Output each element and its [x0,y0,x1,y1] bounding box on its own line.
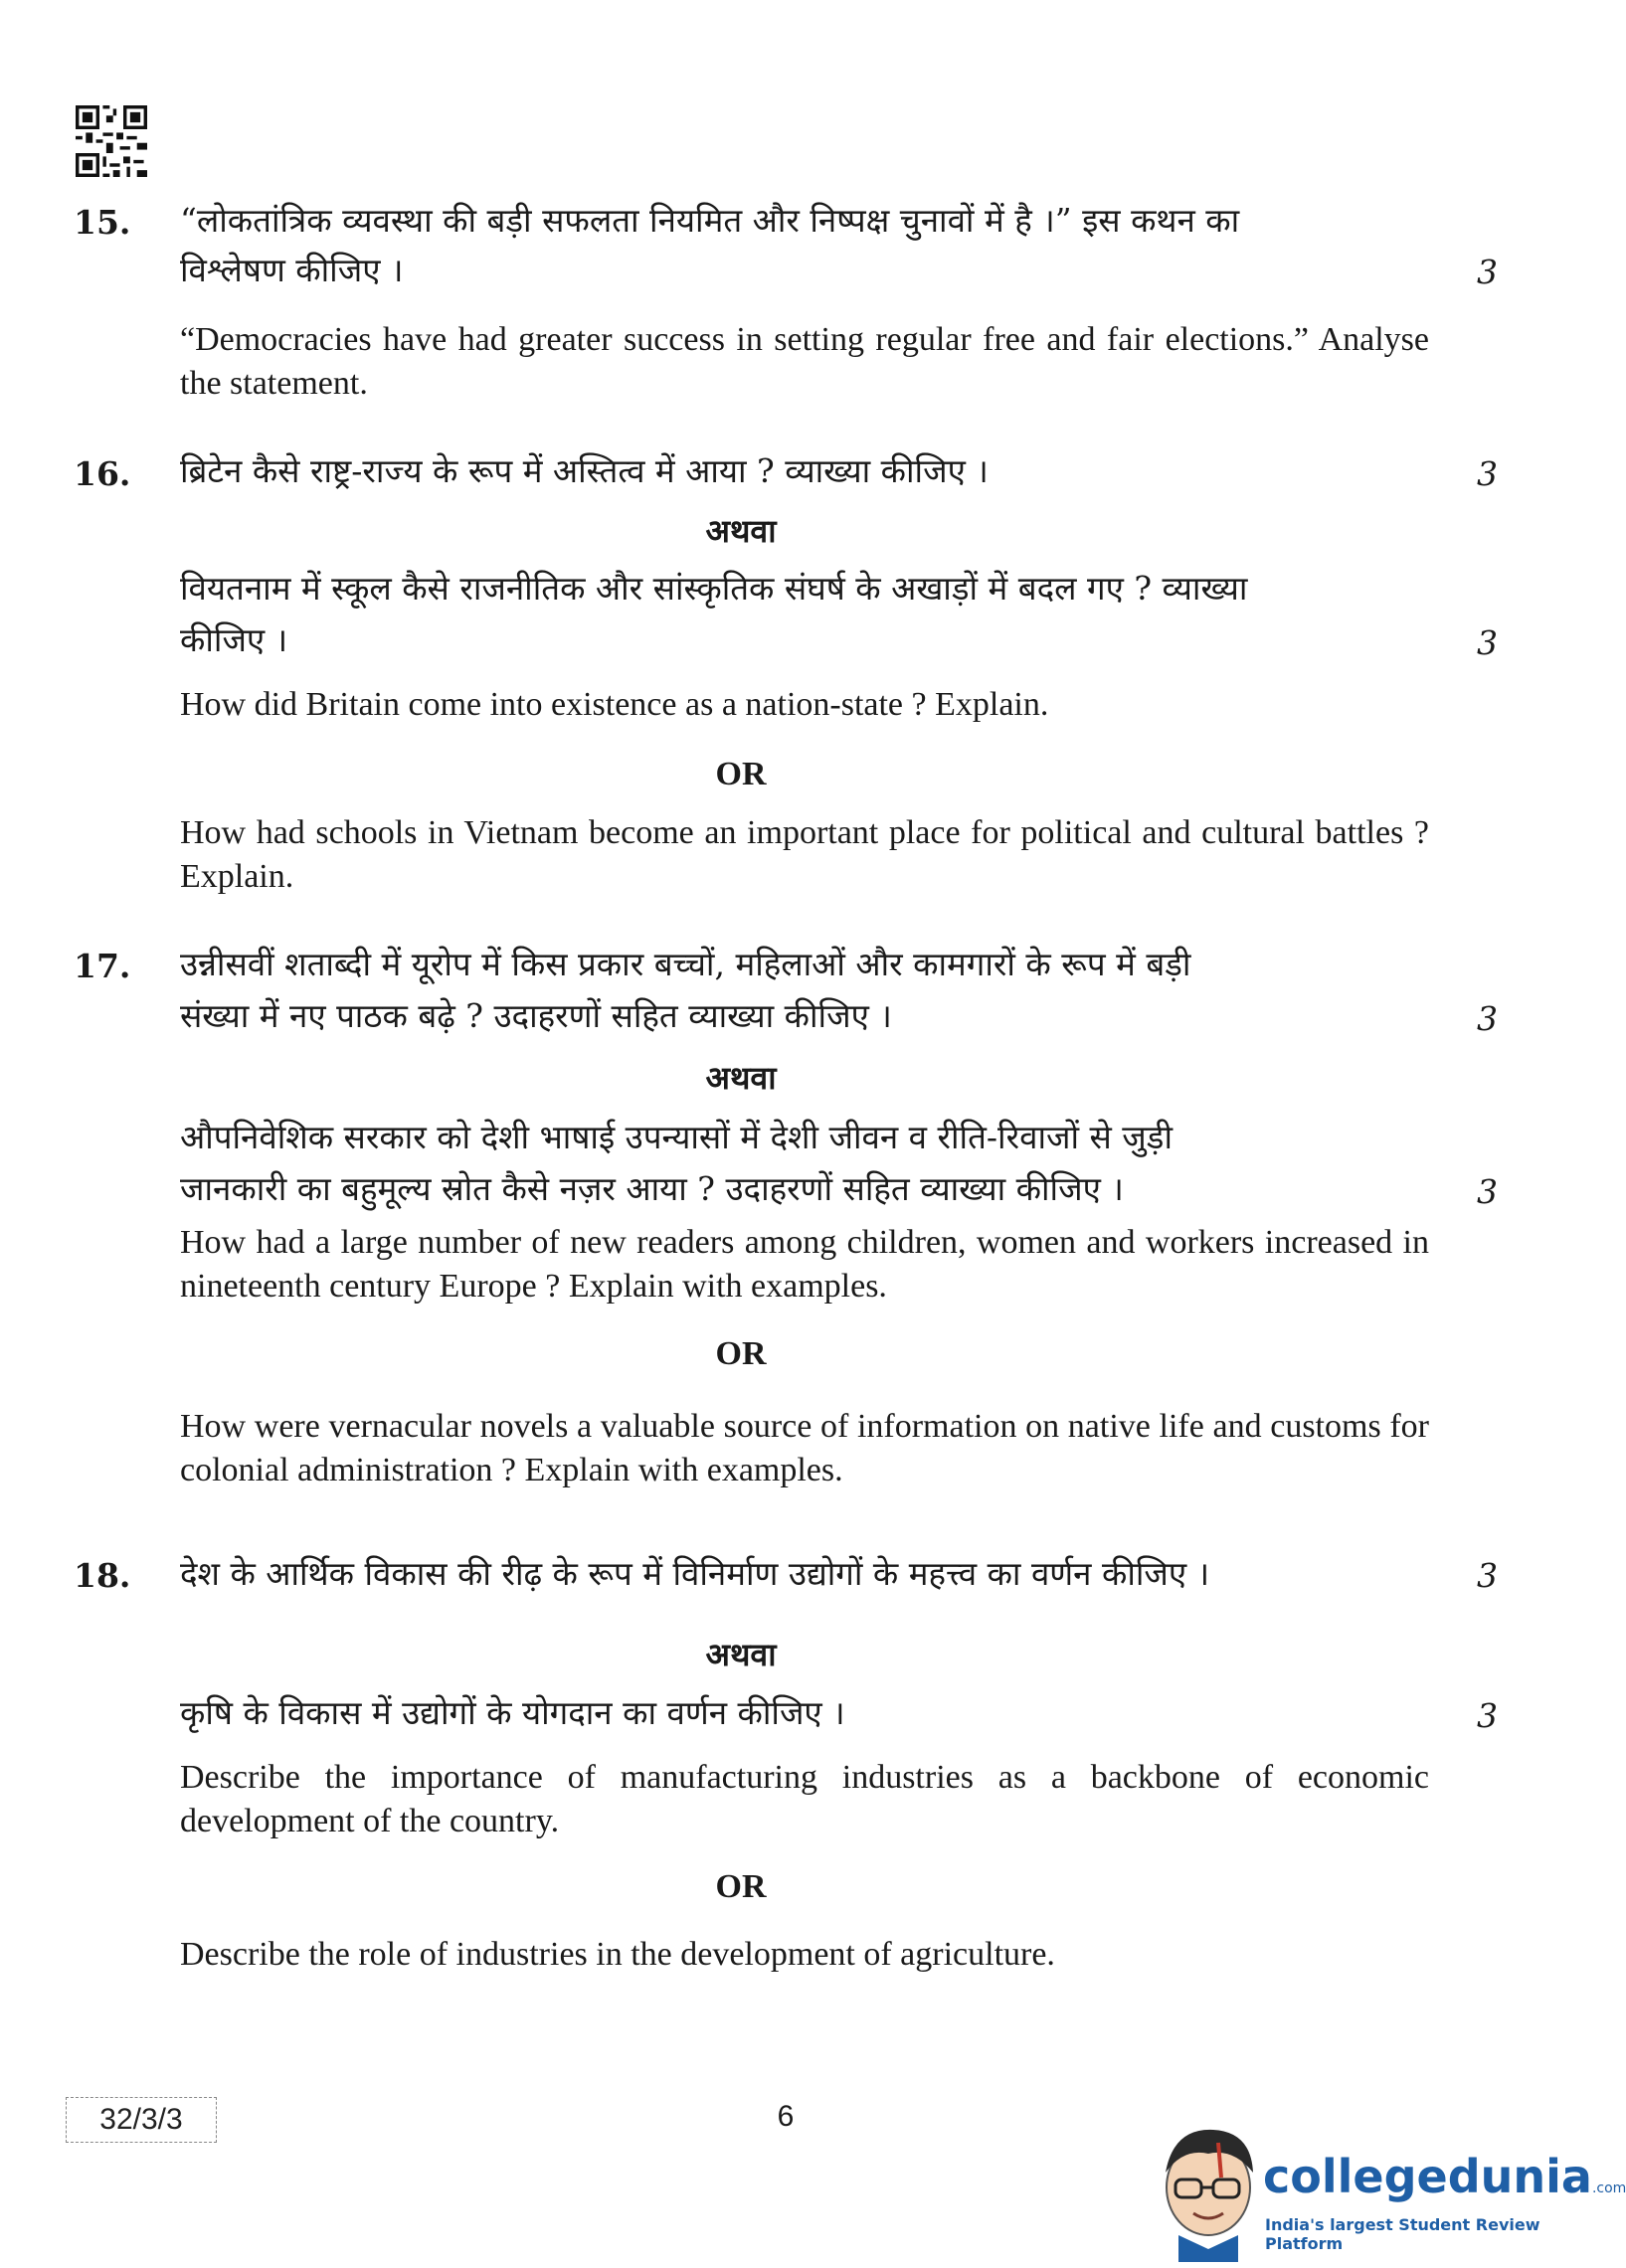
question-16-english: How did Britain come into existence as a nation-state ? Explain. [180,686,1049,723]
question-17-alt-marks: 3 [1477,1172,1498,1211]
question-17-hindi-alt-line-2: जानकारी का बहुमूल्य स्रोत कैसे नज़र आया ? उदाहरणों सहित व्याख्या कीजिए । [180,1169,1124,1208]
question-18-or: OR [715,1868,767,1905]
question-15-marks: 3 [1477,253,1498,291]
paper-code-box [66,2097,217,2143]
question-17-english-alt: How were vernacular novels a valuable source of information on native life and customs for colonial administration ? Explain with examples. [180,1408,1429,1488]
question-16-hindi-line-1: ब्रिटेन कैसे राष्ट्र-राज्य के रूप में अस्तित्व में आया ? व्याख्या कीजिए । [180,451,989,490]
question-16-or: OR [715,756,767,792]
question-17-number: 17. [74,947,131,985]
question-16-athva: अथवा [705,512,777,550]
question-15-number: 15. [74,203,131,242]
question-16-hindi-alt-line-1: वियतनाम में स्कूल कैसे राजनीतिक और सांस्कृतिक संघर्ष के अखाड़ों में बदल गए ? व्याख्या [180,569,1248,608]
question-15-english: “Democracies have had greater success in setting regular free and fair elections.” Analyse the statement. [180,321,1429,402]
question-18-hindi-alt-line-1: कृषि के विकास में उद्योगों के योगदान का वर्णन कीजिए । [180,1693,845,1732]
question-16-marks: 3 [1477,454,1498,493]
brand-name: collegedunia [1263,2150,1592,2203]
question-17-hindi-alt-line-1: औपनिवेशिक सरकार को देशी भाषाई उपन्यासों में देशी जीवन व रीति-रिवाजों से जुड़ी [180,1118,1173,1156]
question-17-marks: 3 [1477,999,1498,1038]
question-16-alt-marks: 3 [1477,623,1498,662]
page-number: 6 [777,2100,795,2133]
question-16-hindi-alt-line-2: कीजिए । [180,620,288,659]
question-18-alt-marks: 3 [1477,1696,1498,1735]
brand-logo-text [1263,2150,1626,2203]
question-16-number: 16. [74,454,131,493]
question-18-number: 18. [74,1556,131,1595]
question-18-english-alt: Describe the role of industries in the development of agriculture. [180,1936,1055,1973]
question-17-english: How had a large number of new readers among children, women and workers increased in nineteenth century Europe ? Explain with examples. [180,1224,1429,1305]
question-17-hindi-line-1: उन्नीसवीं शताब्दी में यूरोप में किस प्रकार बच्चों, महिलाओं और कामगारों के रूप में बड़ी [180,945,1191,983]
question-15-hindi-line-2: विश्लेषण कीजिए । [180,251,404,289]
qr-code-icon [76,105,147,177]
brand-tagline: India's largest Student Review Platform [1265,2215,1540,2253]
question-18-english: Describe the importance of manufacturing industries as a backbone of economic development of the country. [180,1759,1429,1839]
question-18-hindi-line-1: देश के आर्थिक विकास की रीढ़ के रूप में विनिर्माण उद्योगों के महत्त्व का वर्णन कीजिए । [180,1554,1210,1593]
question-17-athva: अथवा [705,1059,777,1097]
question-18-marks: 3 [1477,1556,1498,1595]
brand-suffix: .com [1591,2181,1626,2196]
question-18-athva: अथवा [705,1636,777,1673]
question-17-or: OR [715,1335,767,1372]
question-15-hindi-line-1: “लोकतांत्रिक व्यवस्था की बड़ी सफलता नियमित और निष्पक्ष चुनावों में है ।” इस कथन का [180,201,1240,240]
question-17-hindi-line-2: संख्या में नए पाठक बढ़े ? उदाहरणों सहित व्याख्या कीजिए । [180,996,892,1035]
collegedunia-mascot-icon [1154,2118,1263,2262]
question-16-english-alt: How had schools in Vietnam become an important place for political and cultural battles ? Explain. [180,814,1429,895]
paper-code: 32/3/3 [99,2103,183,2136]
